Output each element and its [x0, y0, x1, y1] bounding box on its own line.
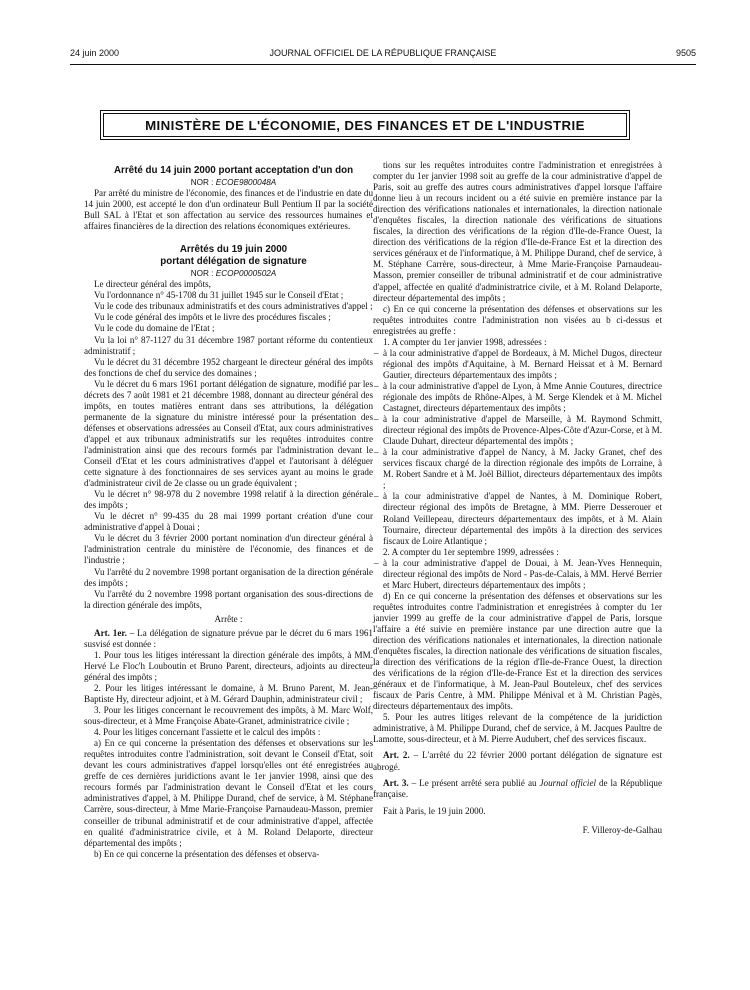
arrete2-nor: NOR : ECOP0000502A — [190, 269, 277, 279]
court-delegation-item: – à la cour administrative d'appel de Nantes, à M. Dominique Robert, directeur régional des impôts de Bretagne, à MM. Pierre Desserouer et Roland Veillepeau, directeurs départementaux des impôts, et à M. Alain Tournaire, directeur départemental des impôts à la direction des services fiscaux de Loire Atlantique ; — [373, 491, 662, 546]
courts-list-1998 — [373, 348, 662, 547]
visa-paragraph: Vu le décret du 6 mars 1961 portant délégation de signature, modifié par les décrets des 7 août 1981 et 21 décembre 1988, donnant au directeur général des impôts, en toutes matières entrant dans ses attributions, la délégation permanente de la signature du ministre intéressé pour la présentation des défenses et observations adressées au Conseil d'Etat, aux cours administratives d'appel et aux tribunaux administratifs sur les requêtes introduites contre l'administration ainsi que des recours formés par l'administration devant le Conseil d'Etat et les cours administratives d'appel et l'autorisant à déléguer cette signature à des fonctionnaires de ses services ayant au moins le grade d'administrateur civil de 2e classe ou un grade équivalent ; — [84, 378, 373, 489]
ministry-banner — [100, 110, 630, 140]
right-column — [373, 160, 662, 836]
arrete1-text: Par arrêté du ministre de l'économie, des finances et de l'industrie en date du 14 juin 2000, est accepté le don d'un ordinateur Bull Pentium II par la société Bull SAL à l'Etat et son affectation au service des ressources humaines et affaires financières de la direction des relations économiques extérieures. — [84, 188, 373, 232]
right-paragraph: 5. Pour les autres litiges relevant de la compétence de la juridiction administrative, à M. Philippe Durand, chef de service, à M. Jacques Paultre de Lamotte, sous-directeur, et à M. Pierre Audubert, chef des services fiscaux. — [373, 712, 662, 745]
arrete2-nor-code: ECOP0000502A — [215, 269, 277, 279]
left-column — [84, 165, 373, 860]
arrete1-title: Arrêté du 14 juin 2000 portant acceptation d'un don — [113, 165, 354, 176]
article-2 — [373, 750, 662, 772]
signature: F. Villeroy-de-Galhau — [582, 824, 662, 835]
visa-paragraph: Vu le décret n° 98-978 du 2 novembre 1998 relatif à la direction générale des impôts ; — [84, 489, 373, 511]
article-2-label: Art. 2. — [383, 750, 410, 761]
item-2: 2. A compter du 1er septembre 1999, adressées : — [383, 546, 559, 557]
visa-paragraph: Vu l'arrêté du 2 novembre 1998 portant organisation de la direction générale des impôts ; — [84, 566, 373, 588]
visa-paragraph: Le directeur général des impôts, — [94, 279, 211, 290]
header-page-number: 9505 — [675, 48, 696, 58]
right-paragraph: c) En ce qui concerne la présentation des défenses et observations sur les requêtes introduites contre l'administration non visées au b ci-dessus et enregistrées au greffe : — [373, 303, 662, 336]
court-delegation-item: – à la cour administrative d'appel de Marseille, à M. Raymond Schmitt, directeur régional des impôts de Provence-Alpes-Côte d'Azur-Corse, et à M. Claude Duhart, directeur départemental des impôts ; — [373, 414, 662, 447]
visa-paragraph: Vu la loi n° 87-1127 du 31 décembre 1987 portant réforme du contentieux administratif ; — [84, 334, 373, 356]
header-date: 24 juin 2000 — [70, 48, 120, 58]
visa-paragraph: Vu le code général des impôts et le livre des procédures fiscales ; — [94, 312, 331, 323]
right-paragraph: 1. A compter du 1er janvier 1998, adressées : — [383, 336, 547, 347]
court-delegation-item: – à la cour administrative d'appel de Lyon, à Mme Annie Coutures, directrice régionale des impôts de Rhône-Alpes, à M. Serge Klendek et à M. Michel Castagnet, directeurs départementaux des impôts ; — [373, 381, 662, 414]
article-1-item: 4. Pour les litiges concernant l'assiette et le calcul des impôts : — [94, 727, 321, 738]
arrete1-nor-code: ECOE9800048A — [215, 178, 277, 187]
visa-paragraph: Vu le décret du 3 février 2000 portant nomination d'un directeur général à l'administration centrale du ministère de l'économie, des finances et de l'industrie ; — [84, 533, 373, 566]
article-1-text: – La délégation de signature prévue par le décret du 6 mars 1961 susvisé est donnée : — [84, 627, 373, 649]
ministry-banner-title: MINISTÈRE DE L'ÉCONOMIE, DES FINANCES ET DE L'INDUSTRIE — [103, 113, 627, 137]
article-1-items — [84, 650, 373, 860]
visa-paragraph: Vu l'ordonnance n° 45-1708 du 31 juillet 1945 sur le Conseil d'Etat ; — [94, 290, 344, 301]
header-journal: JOURNAL OFFICIEL DE LA RÉPUBLIQUE FRANÇAISE — [269, 48, 497, 58]
right-paragraphs-2 — [373, 591, 662, 746]
article-1-item: a) En ce qui concerne la présentation des défenses et observations sur les requêtes introduites contre l'administration, soit devant le Conseil d'Etat, soit devant les cours administratives d'appel lorsqu'elles ont été enregistrées au greffe de ces dernières juridictions avant le 1er janvier 1998, ainsi que des recours formés par l'administration devant le Conseil d'Etat et les cours administratives d'appel, à M. Philippe Durand, chef de service, à M. Stéphane Carrère, sous-directeur, à Mme Marie-Françoise Parnaudeau-Masson, premier conseiller de tribunal administratif et de cour administrative d'appel, affectée en qualité d'administratrice civile, et à M. Roland Delaporte, directeur départemental des impôts ; — [84, 738, 373, 848]
article-2-text: – L'arrêté du 22 février 2000 portant délégation de signature est abrogé. — [373, 750, 663, 772]
article-1-item: 2. Pour les litiges intéressant le domaine, à M. Bruno Parent, M. Jean-Baptiste Hy, directeur adjoint, et à M. Gérard Dauphin, administrateur civil ; — [84, 682, 373, 705]
article-3: Art. 3. – Le présent arrêté sera publié au Journal officiel de la République française. — [373, 777, 662, 799]
running-header — [70, 48, 696, 62]
article-1-item: 3. Pour les litiges concernant le recouvrement des impôts, à M. Marc Wolf, sous-directeur, et à Mme Françoise Abate-Granet, administratrice civile ; — [84, 705, 373, 727]
visa-paragraph: Vu l'arrêté du 2 novembre 1998 portant organisation des sous-directions de la direction générale des impôts, — [84, 588, 373, 610]
visa-paragraph: Vu le décret n° 99-435 du 28 mai 1999 portant création d'une cour administrative d'appel à Douai ; — [84, 511, 373, 533]
visas-list — [84, 279, 373, 610]
arrete2-title-line1: Arrêtés du 19 juin 2000 — [179, 244, 288, 256]
right-paragraph: tions sur les requêtes introduites contre l'administration et enregistrées à compter du 1er janvier 1998 soit au greffe de la cour administrative d'appel de Paris, soit au greffe des autres cours administratives d'appel lorsque l'affaire donne lieu à un recours incident ou a été suivie en première instance par la direction des vérifications nationales et internationales, la direction nationale d'enquêtes fiscales, la direction nationale des vérifications de situations fiscales, la direction des vérifications de la région d'Ile-de-France Ouest, la direction des vérifications de la région d'Ile-de-France Est et la direction des services généraux et de l'informatique, à M. Philippe Durand, chef de service, à M. Stéphane Carrère, sous-directeur, à Mme Marie-Françoise Parnaudeau-Masson, premier conseiller de tribunal administratif et de cour administrative d'appel, affectée en qualité d'administratrice civile, et à M. Roland Delaporte, directeur départemental des impôts ; — [373, 160, 662, 303]
article-1-item: b) En ce qui concerne la présentation des défenses et observa- — [94, 848, 320, 859]
courts-list-1999 — [373, 558, 662, 591]
arrete1-nor: NOR : ECOE9800048A — [190, 178, 277, 187]
journal-officiel-italic: Journal officiel — [539, 777, 597, 788]
court-delegation-item: – à la cour administrative d'appel de Bordeaux, à M. Michel Dugos, directeur régional des impôts d'Aquitaine, à M. Bernard Heissat et à M. Bernard Gautier, directeurs départementaux des impôts ; — [373, 348, 662, 381]
visa-paragraph: Vu le code du domaine de l'Etat ; — [94, 323, 215, 334]
arrete2-title-line2: portant délégation de signature — [160, 256, 307, 268]
court-delegation-item: – à la cour administrative d'appel de Nancy, à M. Jacky Granet, chef des services fiscaux chargé de la direction régionale des impôts de Lorraine, à M. Robert Sandre et à M. Joël Billiot, directeurs départementaux des impôts ; — [373, 447, 662, 491]
visa-paragraph: Vu le décret du 31 décembre 1952 chargeant le directeur général des impôts des fonctions de chef du service des domaines ; — [84, 356, 373, 378]
court-delegation-item: – à la cour administrative d'appel de Douai, à M. Jean-Yves Hennequin, directeur régional des impôts de Nord - Pas-de-Calais, à MM. Hervé Berrier et Marc Hubert, directeurs départementaux des impôts ; — [373, 558, 662, 591]
visa-paragraph: Vu le code des tribunaux administratifs et des cours administratives d'appel ; — [94, 301, 373, 312]
arrete-word: Arrête : — [214, 613, 243, 624]
article-1-item: 1. Pour tous les litiges intéressant la direction générale des impôts, à MM. Hervé Le Floc'h Louboutin et Bruno Parent, directeurs, adjoints au directeur général des impôts ; — [84, 649, 373, 682]
right-paragraph: d) En ce qui concerne la présentation des défenses et observations sur les requêtes introduites contre l'administration et enregistrées à compter du 1er janvier 1999 au greffe de la cour administrative d'appel de Paris, lorsque l'affaire a été suivie en première instance par une direction autre que la direction des vérifications nationales et internationales, la direction nationale d'enquêtes fiscales, la direction nationale des vérifications de situation fiscales, la direction des vérifications de la région d'Ile-de-France Ouest, la direction des vérifications de la région d'Ile-de-France Est et la direction des services généraux et de l'informatique, à M. Jean-Paul Bouteleux, chef des services fiscaux de Paris Centre, à MM. Philippe Ménival et à M. Christian Pagès, directeurs départementaux des impôts. — [373, 590, 662, 712]
fait-a-paris: Fait à Paris, le 19 juin 2000. — [383, 805, 486, 816]
article-1 — [84, 628, 373, 650]
article-1-label: Art. 1er. — [94, 627, 127, 638]
article-3-label: Art. 3. — [383, 777, 409, 788]
header-rule — [70, 64, 696, 65]
right-paragraphs — [373, 160, 662, 348]
